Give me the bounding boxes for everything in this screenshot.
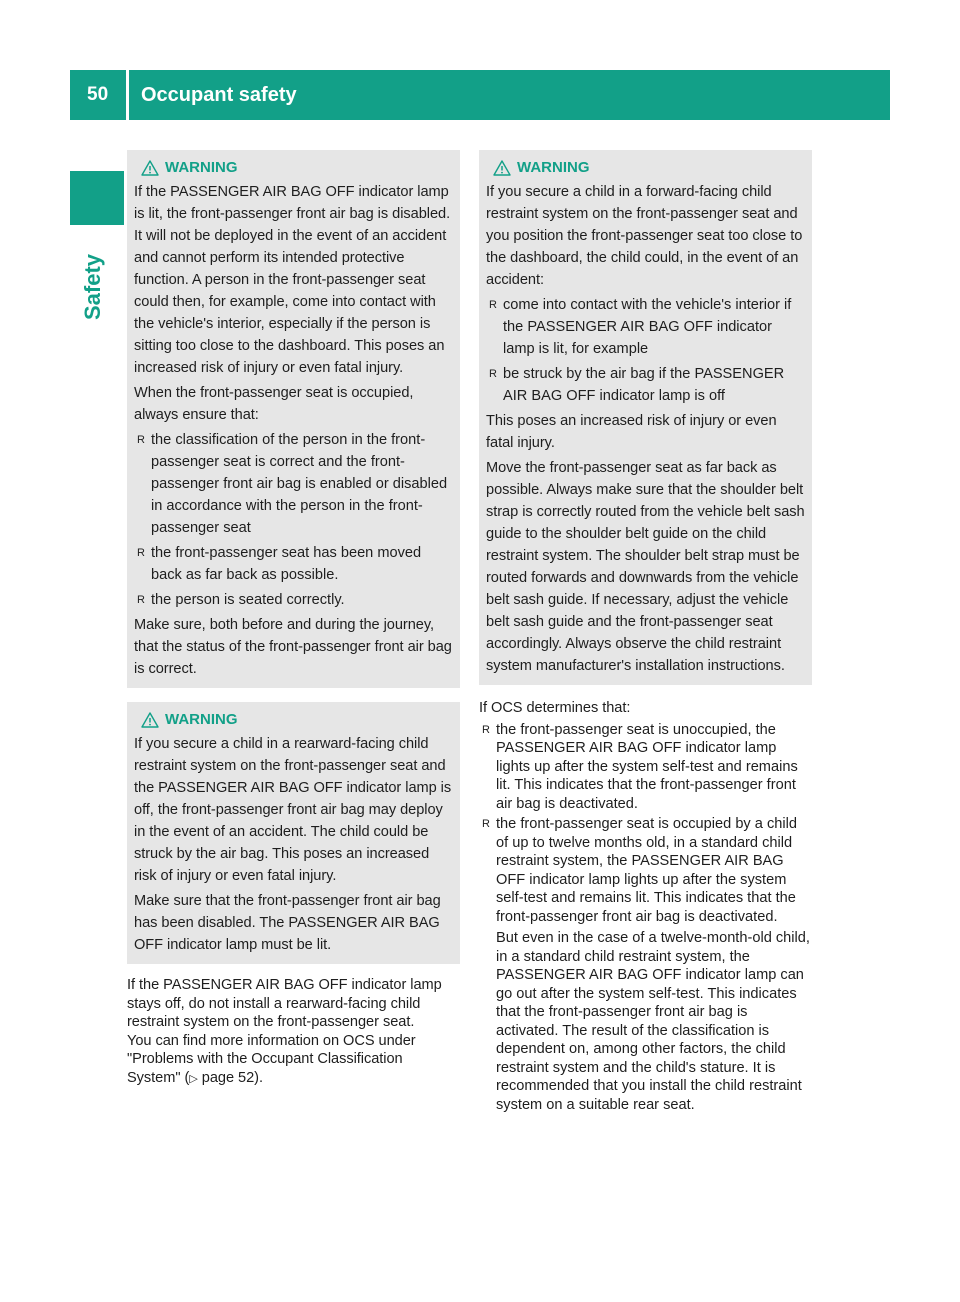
header-divider xyxy=(126,70,129,120)
chapter-tab-block xyxy=(70,171,124,225)
warning-heading: WARNING xyxy=(486,158,805,178)
list-item: R be struck by the air bag if the PASSENGER AIR BAG OFF indicator lamp is off xyxy=(486,363,805,407)
body-text xyxy=(127,976,460,1088)
warning-text: If you secure a child in a forward-facing child restraint system on the front-passenger seat and you position the front-passenger seat too close to the dashboard, the child could, in the event of an accident: xyxy=(486,184,803,288)
warning-triangle-icon xyxy=(141,160,159,176)
body-continuation: But even in the case of a twelve-month-old child, in a standard child restraint system, the PASSENGER AIR BAG OFF indicator lamp can go out after the system self-test. This indicates that the front-passenger front air bag is activated. The result of the classification is dependent on, among other factors, the child restraint system and the child's stature. It is recommended that you install the child restraint system on a suitable rear seat. xyxy=(496,930,810,1113)
section-title: Occupant safety xyxy=(141,84,297,106)
bullet-icon: R xyxy=(137,594,145,606)
warning-bullet-list xyxy=(134,429,453,611)
bullet-icon: R xyxy=(482,723,490,736)
list-item: R the person is seated correctly. xyxy=(134,589,453,611)
warning-box-1 xyxy=(127,150,460,688)
right-column xyxy=(479,150,812,1114)
list-item: R come into contact with the vehicle's interior if the PASSENGER AIR BAG OFF indicator lamp is lit, for example xyxy=(486,294,805,360)
warning-text: Make sure that the front-passenger front air bag has been disabled. The PASSENGER AIR BAG OFF indicator lamp must be lit. xyxy=(134,893,441,953)
warning-triangle-icon xyxy=(493,160,511,176)
warning-text: This poses an increased risk of injury or even fatal injury. xyxy=(486,413,777,451)
warning-heading: WARNING xyxy=(134,158,453,178)
bullet-icon: R xyxy=(137,547,145,559)
bullet-icon: R xyxy=(137,434,145,446)
body-paragraph: If the PASSENGER AIR BAG OFF indicator lamp stays off, do not install a rearward-facing child restraint system on the front-passenger seat. xyxy=(127,977,442,1030)
warning-text: If you secure a child in a rearward-facing child restraint system on the front-passenger seat and the PASSENGER AIR BAG OFF indicator lamp is off, the front-passenger front air bag may deploy in the event of an accident. The child could be struck by the air bag. This poses an increased risk of injury or even fatal injury. xyxy=(134,736,452,884)
warning-text: If the PASSENGER AIR BAG OFF indicator lamp is lit, the front-passenger front air bag is disabled. It will not be deployed in the event of an accident and cannot perform its intended protective function. A person in the front-passenger seat could then, for example, come into contact with the vehicle's interior, especially if the person is sitting too close to the dashboard. This poses an increased risk of injury or even fatal injury. xyxy=(134,184,451,376)
page-number: 50 xyxy=(87,84,109,105)
list-item: R the front-passenger seat has been moved back as far back as possible. xyxy=(134,542,453,586)
warning-text: Make sure, both before and during the journey, that the status of the front-passenger front air bag is correct. xyxy=(134,617,452,677)
list-item: R the front-passenger seat is unoccupied, the PASSENGER AIR BAG OFF indicator lamp lights up after the system self-test and remains lit. This indicates that the front-passenger front air bag is deactivated. xyxy=(482,721,798,812)
warning-triangle-icon xyxy=(141,712,159,728)
warning-heading: WARNING xyxy=(134,710,453,730)
bullet-icon: R xyxy=(489,368,497,380)
chapter-label: Safety xyxy=(80,253,105,320)
left-column xyxy=(127,150,460,1088)
bullet-icon: R xyxy=(482,818,490,830)
warning-text: Move the front-passenger seat as far back as possible. Always make sure that the shoulder belt strap is correctly routed from the vehicle belt sash guide to the shoulder belt guide on the child restraint system. The shoulder belt strap must be routed forwards and downwards from the vehicle belt sash guide. If necessary, adjust the vehicle belt sash guide and the front-passenger seat accordingly. Always observe the child restraint system manufacturer's installation instructions. xyxy=(486,460,805,674)
warning-text: When the front-passenger seat is occupied, always ensure that: xyxy=(134,385,414,423)
body-text xyxy=(479,699,812,1114)
warning-bullet-list xyxy=(486,294,805,407)
page-reference-link[interactable]: page 52 xyxy=(201,1069,255,1086)
warning-box-2 xyxy=(127,702,460,964)
page-ref-icon: ▷ xyxy=(189,1072,198,1085)
list-item: R the classification of the person in the front-passenger seat is correct and the front-passenger front air bag is enabled or disabled in accordance with the person in the front-passenger seat xyxy=(134,429,453,539)
bullet-icon: R xyxy=(489,299,497,311)
body-paragraph: You can find more information on OCS under "Problems with the Occupant Classification System" (▷ page 52). xyxy=(127,1032,416,1086)
warning-box-3 xyxy=(479,150,812,685)
list-item: R the front-passenger seat is occupied by a child of up to twelve months old, in a standard child restraint system, the PASSENGER AIR BAG OFF indicator lamp lights up after the system self-test and remains lit. This indicates that the front-passenger front air bag is deactivated. xyxy=(482,816,797,925)
body-paragraph: If OCS determines that: xyxy=(479,700,631,716)
body-bullet-list xyxy=(479,721,812,927)
